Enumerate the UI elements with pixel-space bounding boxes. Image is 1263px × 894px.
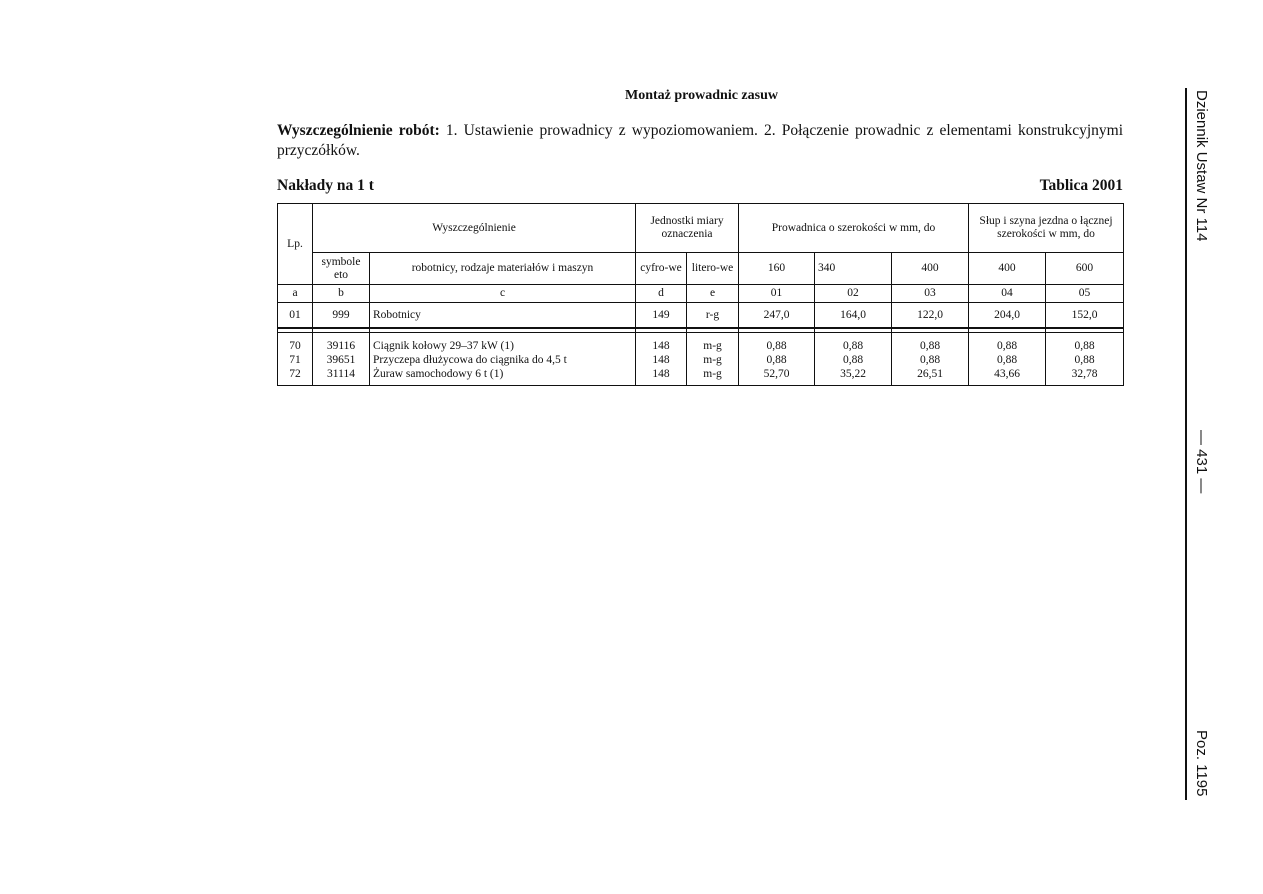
cell-value: 0,88 bbox=[919, 340, 941, 352]
cell-cyfrowe: 148 bbox=[652, 368, 670, 380]
table-number: Tablica 2001 bbox=[1039, 177, 1123, 194]
header-width-400b: 400 bbox=[969, 253, 1046, 285]
letter-cell: b bbox=[313, 285, 370, 303]
cell-col02-group bbox=[815, 333, 892, 386]
cell-value: 0,88 bbox=[766, 340, 787, 352]
cell-symbol: 31114 bbox=[327, 368, 355, 380]
cell-col05-group bbox=[1046, 333, 1124, 386]
letter-cell: e bbox=[687, 285, 739, 303]
letter-cell: 04 bbox=[969, 285, 1046, 303]
cell-name: Żuraw samochodowy 6 t (1) bbox=[373, 368, 504, 380]
table-row bbox=[278, 303, 1124, 329]
cell-value: 0,88 bbox=[766, 354, 787, 366]
journal-label: Dziennik Ustaw Nr 114 bbox=[1193, 90, 1210, 242]
cell-lp: 71 bbox=[289, 354, 301, 366]
header-slup: Słup i szyna jezdna o łącznej szerokości w mm, do bbox=[969, 204, 1124, 253]
cell-lp-group bbox=[278, 333, 313, 386]
cell-value: 164,0 bbox=[815, 303, 892, 329]
cell-col01-group bbox=[739, 333, 815, 386]
table-row bbox=[278, 333, 1124, 386]
cell-value: 0,88 bbox=[919, 354, 941, 366]
header-cyfrowe: cyfro-we bbox=[636, 253, 687, 285]
cell-value: 0,88 bbox=[996, 340, 1018, 352]
cell-value: 0,88 bbox=[842, 340, 864, 352]
cell-col04-group bbox=[969, 333, 1046, 386]
header-symbole: symbole eto bbox=[313, 253, 370, 285]
page-number: — 431 — bbox=[1193, 430, 1210, 494]
cell-value: 52,70 bbox=[763, 368, 790, 380]
norms-table bbox=[277, 203, 1124, 386]
cell-cyfrowe: 148 bbox=[652, 340, 670, 352]
cell-value: 35,22 bbox=[840, 368, 866, 380]
cell-lp: 01 bbox=[278, 303, 313, 329]
cell-lp: 72 bbox=[289, 368, 301, 380]
header-width-400a: 400 bbox=[892, 253, 969, 285]
header-wyszczegolnienie: Wyszczególnienie bbox=[313, 204, 636, 253]
letter-cell: 05 bbox=[1046, 285, 1124, 303]
letter-cell: c bbox=[370, 285, 636, 303]
cell-value: 0,88 bbox=[996, 354, 1018, 366]
cell-cyfrowe-group bbox=[636, 333, 687, 386]
cell-symbol: 999 bbox=[313, 303, 370, 329]
header-literowe: litero-we bbox=[687, 253, 739, 285]
cell-value: 26,51 bbox=[917, 368, 943, 380]
cell-symbol-group bbox=[313, 333, 370, 386]
cell-literowe: m-g bbox=[703, 368, 722, 380]
cell-literowe-group bbox=[687, 333, 739, 386]
naklady-heading: Nakłady na 1 t bbox=[277, 177, 374, 194]
cell-literowe: m-g bbox=[703, 340, 722, 352]
work-description bbox=[277, 121, 1123, 161]
letter-cell: d bbox=[636, 285, 687, 303]
header-width-160: 160 bbox=[739, 253, 815, 285]
header-prowadnica: Prowadnica o szerokości w mm, do bbox=[739, 204, 969, 253]
cell-name: Ciągnik kołowy 29–37 kW (1) bbox=[373, 340, 514, 352]
header-width-340: 340 bbox=[815, 253, 892, 285]
cell-value: 0,88 bbox=[842, 354, 864, 366]
cell-value: 0,88 bbox=[1074, 340, 1095, 352]
cell-value: 122,0 bbox=[892, 303, 969, 329]
position-label: Poz. 1195 bbox=[1193, 730, 1210, 797]
cell-name: Robotnicy bbox=[370, 303, 636, 329]
header-lp: Lp. bbox=[278, 204, 313, 285]
cell-value: 152,0 bbox=[1046, 303, 1124, 329]
letter-cell: a bbox=[278, 285, 313, 303]
cell-name: Przyczepa dłużycowa do ciągnika do 4,5 t bbox=[373, 354, 567, 366]
description-label: Wyszczególnienie robót: bbox=[277, 122, 440, 139]
description-text: 1. Ustawienie prowadnicy z wypoziomowaniem. 2. Połączenie prowadnic z elementami konstrukcyjnymi przyczółków. bbox=[277, 122, 1123, 159]
cell-value: 32,78 bbox=[1071, 368, 1098, 380]
header-width-600: 600 bbox=[1046, 253, 1124, 285]
cell-symbol: 39651 bbox=[326, 354, 356, 366]
cell-value: 247,0 bbox=[739, 303, 815, 329]
letter-cell: 01 bbox=[739, 285, 815, 303]
cell-literowe: m-g bbox=[703, 354, 722, 366]
letter-cell: 02 bbox=[815, 285, 892, 303]
cell-col03-group bbox=[892, 333, 969, 386]
header-jednostki: Jednostki miary oznaczenia bbox=[636, 204, 739, 253]
cell-value: 43,66 bbox=[994, 368, 1020, 380]
header-robotnicy: robotnicy, rodzaje materiałów i maszyn bbox=[370, 253, 636, 285]
cell-literowe: r-g bbox=[687, 303, 739, 329]
document-title: Montaż prowadnic zasuw bbox=[625, 88, 778, 103]
cell-cyfrowe: 148 bbox=[652, 354, 670, 366]
cell-cyfrowe: 149 bbox=[636, 303, 687, 329]
cell-value: 204,0 bbox=[969, 303, 1046, 329]
cell-symbol: 39116 bbox=[326, 340, 356, 352]
cell-lp: 70 bbox=[289, 340, 301, 352]
letter-cell: 03 bbox=[892, 285, 969, 303]
cell-name-group bbox=[370, 333, 636, 386]
cell-value: 0,88 bbox=[1074, 354, 1095, 366]
